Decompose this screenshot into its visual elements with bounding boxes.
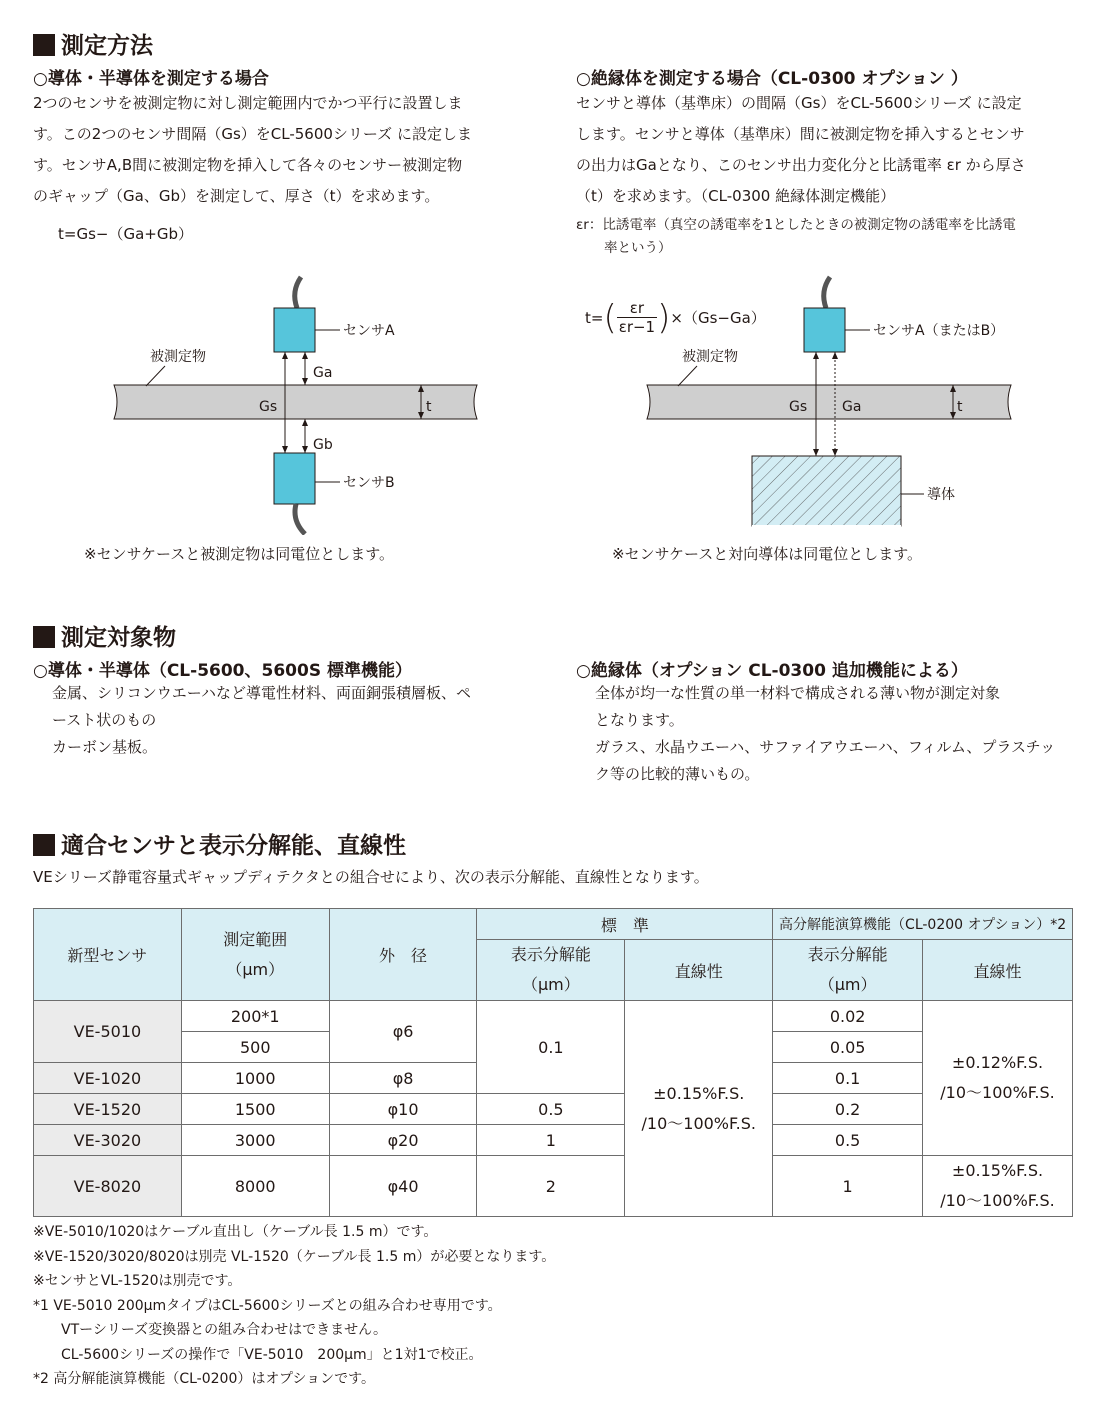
header-high-res: 高分解能演算機能（CL-0200 オプション）*2 <box>773 909 1073 940</box>
std-linearity-cell: ±0.15%F.S. /10〜100%F.S. <box>625 1001 773 1217</box>
sensor-spec-table <box>33 908 1073 1217</box>
header-std-resolution: 表示分解能 （μm） <box>477 940 625 1001</box>
diameter-cell: φ10 <box>329 1094 477 1125</box>
std-resolution-cell: 0.1 <box>477 1001 625 1094</box>
hr-linearity-cell: ±0.12%F.S. /10〜100%F.S. <box>923 1001 1073 1156</box>
range-cell: 200*1 <box>181 1001 329 1032</box>
diameter-cell: φ8 <box>329 1063 477 1094</box>
right-paragraph: センサと導体（基準床）の間隔（Gs）をCL-5600シリーズ に設定 します。センサと導体（基準床）間に被測定物を挿入するとセンサ の出力はGaとなり、このセンサ出力変化分と比誘電率 εr から厚さ （t）を求めます。（CL-0300 絶縁体測定機能） <box>576 94 1026 205</box>
range-cell: 8000 <box>181 1156 329 1217</box>
table-row <box>34 1094 1073 1125</box>
footnote: *2 高分解能演算機能（CL-0200）はオプションです。 <box>33 1371 375 1387</box>
object-label: 被測定物 <box>682 349 738 365</box>
formula-conductor: t=Gs−（Ga+Gb） <box>58 225 193 243</box>
sensor-body <box>804 308 845 352</box>
ga-label: Ga <box>313 365 333 381</box>
sensor-b-label: センサB <box>343 475 395 491</box>
square-bullet-icon <box>33 34 55 56</box>
cable-icon <box>295 277 301 308</box>
left-paragraph: 2つのセンサを被測定物に対し測定範囲内でかつ平行に設置しま す。この2つのセンサ間隔（Gs）をCL-5600シリーズ に設定しま す。センサA,B間に被測定物を挿入して各々のセンサー被測定物 のギャップ（Ga、Gb）を測定して、厚さ（t）を求めます。 <box>33 94 472 205</box>
gs-label: Gs <box>789 399 808 415</box>
t-label: t <box>426 399 432 415</box>
model-cell: VE-3020 <box>34 1125 182 1156</box>
table-row <box>34 1125 1073 1156</box>
std-resolution-cell: 1 <box>477 1125 625 1156</box>
square-bullet-icon <box>33 626 55 648</box>
footnote: ※VE-1520/3020/8020は別売 VL-1520（ケーブル長 1.5 m）が必要となります。 <box>33 1248 556 1265</box>
header-std-linearity: 直線性 <box>625 940 773 1001</box>
square-bullet-icon <box>33 834 55 856</box>
diagram-insulator <box>635 275 1075 530</box>
sensors-intro: VEシリーズ静電容量式ギャップディテクタとの組合せにより、次の表示分解能、直線性となります。 <box>33 868 709 886</box>
sensor-b-body <box>274 453 315 504</box>
section-title-targets: 測定対象物 <box>33 619 176 652</box>
range-cell: 500 <box>181 1032 329 1063</box>
header-hr-resolution: 表示分解能 （μm） <box>773 940 923 1001</box>
footnote: VTーシリーズ変換器との組み合わせはできません。 <box>33 1322 387 1338</box>
right-caption: ※センサケースと対向導体は同電位とします。 <box>612 545 923 563</box>
cable-icon <box>824 277 830 308</box>
gs-label: Gs <box>259 399 278 415</box>
hr-resolution-cell: 1 <box>773 1156 923 1217</box>
cable-icon <box>295 504 305 534</box>
diagram-conductor <box>100 275 520 535</box>
section-title-sensors: 適合センサと表示分解能、直線性 <box>33 827 406 860</box>
hr-resolution-cell: 0.5 <box>773 1125 923 1156</box>
header-diameter: 外 径 <box>329 909 477 1001</box>
targets-left-heading: ○導体・半導体（CL-5600、5600S 標準機能） <box>33 661 412 681</box>
t-label: t <box>957 399 963 415</box>
range-cell: 1000 <box>181 1063 329 1094</box>
footnotes <box>33 1220 555 1392</box>
table-row <box>34 1156 1073 1217</box>
object-label: 被測定物 <box>150 349 206 365</box>
footnote: CL-5600シリーズの操作で「VE-5010 200μm」と1対1で校正。 <box>33 1346 483 1363</box>
gb-label: Gb <box>313 437 333 453</box>
header-hr-linearity: 直線性 <box>923 940 1073 1001</box>
section-title-method: 測定方法 <box>33 27 153 60</box>
hr-linearity-cell: ±0.15%F.S. /10〜100%F.S. <box>923 1156 1073 1217</box>
footnote: *1 VE-5010 200μmタイプはCL-5600シリーズとの組み合わせ専用です。 <box>33 1297 502 1314</box>
epsilon-note: εr：比誘電率（真空の誘電率を1としたときの被測定物の誘電率を比誘電 率という） <box>576 217 1016 256</box>
ga-label: Ga <box>842 399 862 415</box>
std-resolution-cell: 0.5 <box>477 1094 625 1125</box>
range-cell: 1500 <box>181 1094 329 1125</box>
hr-resolution-cell: 0.02 <box>773 1001 923 1032</box>
conductor-label: 導体 <box>927 487 955 503</box>
diameter-cell: φ20 <box>329 1125 477 1156</box>
model-cell: VE-1020 <box>34 1063 182 1094</box>
range-cell: 3000 <box>181 1125 329 1156</box>
header-range: 測定範囲 （μm） <box>181 909 329 1001</box>
sensor-a-body <box>274 308 315 352</box>
diameter-cell: φ6 <box>329 1001 477 1063</box>
targets-right-text: 全体が均一な性質の単一材料で構成される薄い物が測定対象 となります。 ガラス、水晶ウエーハ、サファイアウエーハ、フィルム、プラスチッ ク等の比較的薄いもの。 <box>595 684 1056 783</box>
header-standard: 標 準 <box>477 909 773 940</box>
header-model: 新型センサ <box>34 909 182 1001</box>
table-row <box>34 1001 1073 1032</box>
hr-resolution-cell: 0.2 <box>773 1094 923 1125</box>
formula-insulator: t=( $\frac{\varepsilon r}{\varepsilon r-1}$ )×（Gs−Ga） <box>585 297 766 338</box>
hr-resolution-cell: 0.1 <box>773 1063 923 1094</box>
model-cell: VE-1520 <box>34 1094 182 1125</box>
left-caption: ※センサケースと被測定物は同電位とします。 <box>84 545 395 563</box>
hr-resolution-cell: 0.05 <box>773 1032 923 1063</box>
targets-right-heading: ○絶縁体（オプション CL-0300 追加機能による） <box>576 661 968 681</box>
conductor-block <box>752 456 901 526</box>
sensor-label: センサA（またはB） <box>873 323 1005 339</box>
left-heading-conductor: ○導体・半導体を測定する場合 <box>33 69 269 89</box>
model-cell: VE-8020 <box>34 1156 182 1217</box>
sensor-a-label: センサA <box>343 323 395 339</box>
diameter-cell: φ40 <box>329 1156 477 1217</box>
footnote: ※センサとVL-1520は別売です。 <box>33 1273 242 1289</box>
std-resolution-cell: 2 <box>477 1156 625 1217</box>
targets-left-text: 金属、シリコンウエーハなど導電性材料、両面銅張積層板、ペ ースト状のもの カーボン基板。 <box>52 684 471 756</box>
right-heading-insulator: ○絶縁体を測定する場合（CL-0300 オプション ） <box>576 69 968 89</box>
footnote: ※VE-5010/1020はケーブル直出し（ケーブル長 1.5 m）です。 <box>33 1224 438 1240</box>
model-cell: VE-5010 <box>34 1001 182 1063</box>
